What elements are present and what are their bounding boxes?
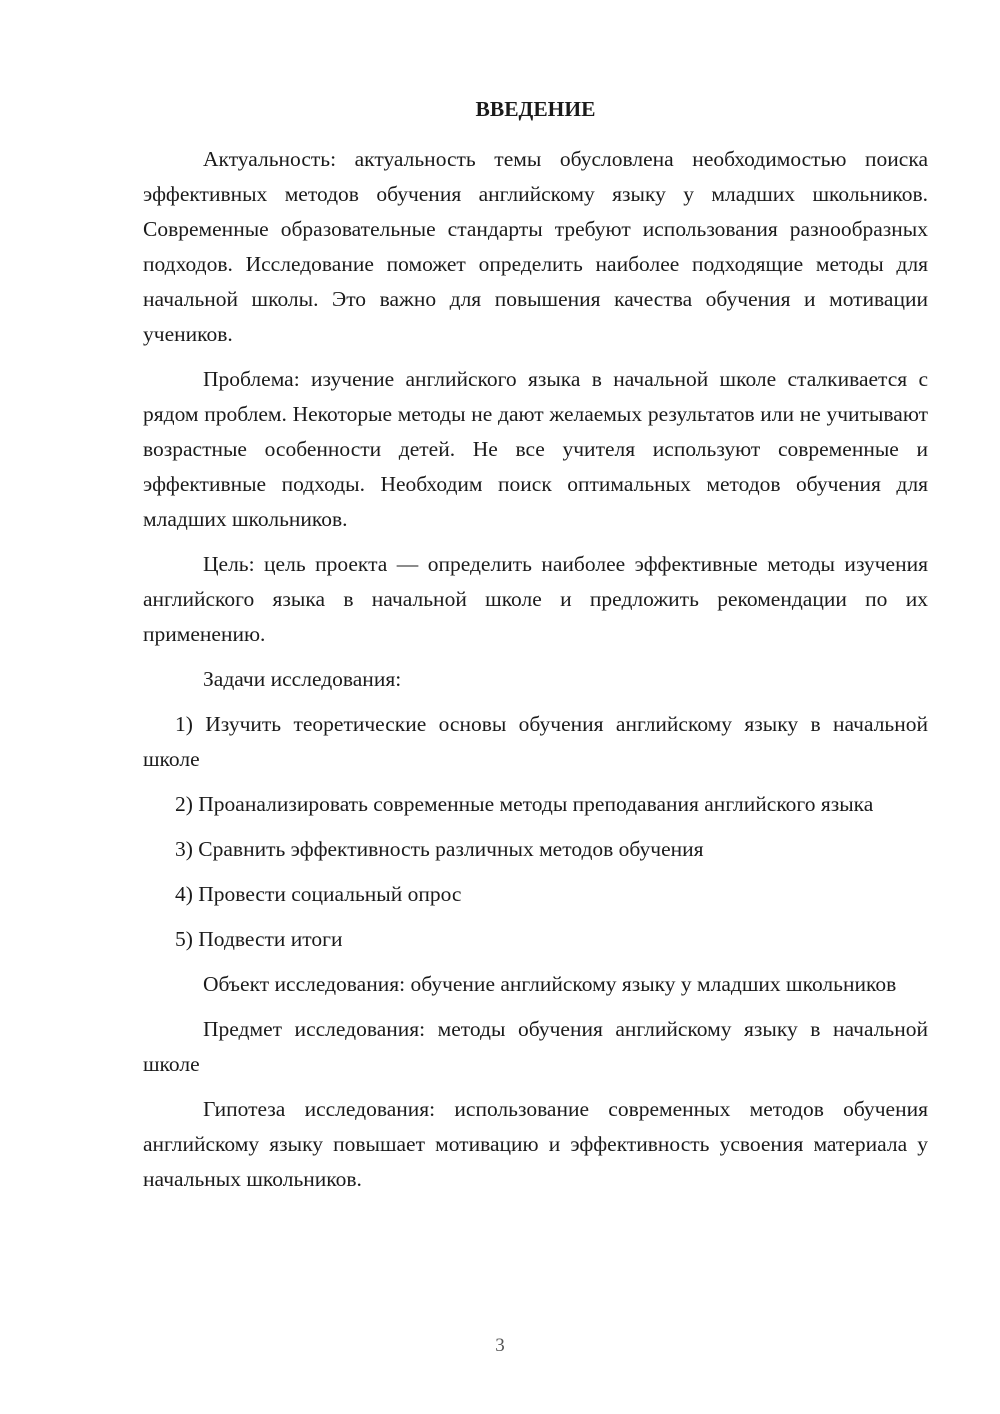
paragraph-subject: Предмет исследования: методы обучения английскому языку в начальной школе (143, 1017, 928, 1076)
page-content (143, 92, 928, 1207)
paragraph-object: Объект исследования: обучение английскому языку у младших школьников (203, 972, 897, 996)
paragraph-relevance: Актуальность: актуальность темы обусловлена необходимостью поиска эффективных методов обучения английскому языку у младших школьников. Современные образовательные стандарты требуют использования разнообразных подходов. Исследование поможет определить наиболее подходящие методы для начальной школы. Это важно для повышения качества обучения и мотивации учеников. (143, 147, 928, 346)
tasks-heading: Задачи исследования: (203, 667, 402, 691)
list-item: 3) Сравнить эффективность различных методов обучения (175, 837, 704, 861)
page-number: 3 (495, 1335, 505, 1356)
list-item: 1) Изучить теоретические основы обучения английскому языку в начальной школе (143, 712, 928, 771)
list-item: 2) Проанализировать современные методы преподавания английского языка (175, 792, 874, 816)
list-item: 4) Провести социальный опрос (175, 882, 462, 906)
paragraph-hypothesis: Гипотеза исследования: использование современных методов обучения английскому языку повышает мотивацию и эффективность усвоения материала у начальных школьников. (143, 1097, 928, 1191)
paragraph-problem: Проблема: изучение английского языка в начальной школе сталкивается с рядом проблем. Некоторые методы не дают желаемых результатов или не учитывают возрастные особенности детей. Не все учителя используют современные и эффективные подходы. Необходим поиск оптимальных методов обучения для младших школьников. (143, 367, 928, 531)
page-title: ВВЕДЕНИЕ (475, 97, 596, 121)
paragraph-goal: Цель: цель проекта — определить наиболее эффективные методы изучения английского языка в начальной школе и предложить рекомендации по их применению. (143, 552, 928, 646)
list-item: 5) Подвести итоги (175, 927, 343, 951)
